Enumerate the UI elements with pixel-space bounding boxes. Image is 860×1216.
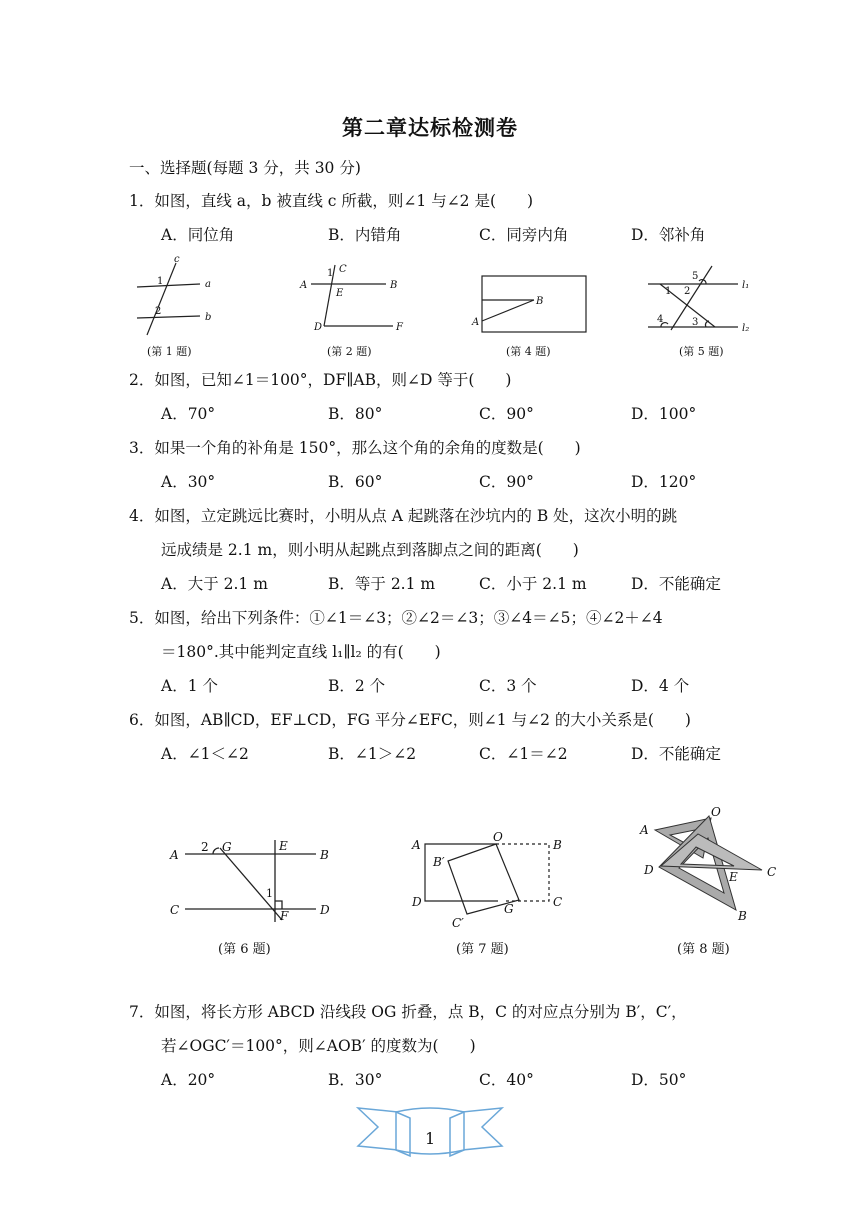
fig6-label-f: F <box>280 909 289 923</box>
fig8-label-o: O <box>711 805 721 819</box>
question-7-text-line2: 若∠OGC′＝100°，则∠AOB′ 的度数为( ) <box>161 1037 476 1055</box>
question-4-text-line1: 4．如图，立定跳远比赛时，小明从点 A 起跳落在沙坑内的 B 处，这次小明的跳 <box>129 507 678 525</box>
fig8-label-b: B <box>738 909 747 923</box>
fig6-label-a: A <box>170 848 179 862</box>
q5-option-c: C．3 个 <box>479 677 537 695</box>
fig2-label-c: C <box>339 264 347 275</box>
fig5-label-3: 3 <box>692 317 699 328</box>
q5-option-a: A．1 个 <box>161 677 218 695</box>
q1-option-d: D．邻补角 <box>631 226 706 244</box>
q7-option-c: C．40° <box>479 1071 534 1089</box>
q2-option-a: A．70° <box>161 405 216 423</box>
q6-option-b: B．∠1＞∠2 <box>328 745 417 763</box>
q3-option-c: C．90° <box>479 473 534 491</box>
fig6-label-g: G <box>222 840 232 854</box>
q7-option-b: B．30° <box>328 1071 383 1089</box>
q2-option-d: D．100° <box>631 405 697 423</box>
fig7-label-c: C <box>553 895 563 909</box>
fig4-label-a: A <box>472 317 480 328</box>
fig5-label-5: 5 <box>692 271 699 282</box>
caption-fig8: (第 8 题) <box>677 942 730 957</box>
fig6-label-b: B <box>320 848 329 862</box>
q6-option-c: C．∠1＝∠2 <box>479 745 568 763</box>
q4-option-d: D．不能确定 <box>631 575 721 593</box>
q7-option-d: D．50° <box>631 1071 687 1089</box>
caption-fig2: (第 2 题) <box>327 345 372 358</box>
q6-option-d: D．不能确定 <box>631 745 721 763</box>
fig6-label-c: C <box>170 903 180 917</box>
question-2-text: 2．如图，已知∠1＝100°，DF∥AB，则∠D 等于( ) <box>129 371 512 389</box>
q1-option-c: C．同旁内角 <box>479 226 569 244</box>
fig2-label-a: A <box>300 280 308 291</box>
fig6-label-d: D <box>320 903 330 917</box>
fig8-label-d: D <box>644 863 654 877</box>
q5-option-b: B．2 个 <box>328 677 386 695</box>
q4-option-b: B．等于 2.1 m <box>328 575 436 593</box>
fig5-label-l2: l₂ <box>742 323 750 334</box>
fig2-label-f: F <box>396 322 403 333</box>
fig6-label-e: E <box>279 839 288 853</box>
fig7-label-g: G <box>504 902 514 916</box>
fig7-label-a: A <box>412 838 421 852</box>
fig1-label-c: c <box>174 254 180 265</box>
fig4-label-b: B <box>536 296 544 307</box>
caption-fig5: (第 5 题) <box>679 345 724 358</box>
fig1-label-2: 2 <box>155 306 162 317</box>
fig2-label-b: B <box>390 280 398 291</box>
question-5-text-line1: 5．如图，给出下列条件：①∠1＝∠3；②∠2＝∠3；③∠4＝∠5；④∠2＋∠4 <box>129 609 663 627</box>
question-3-text: 3．如果一个角的补角是 150°，那么这个角的余角的度数是( ) <box>129 439 581 457</box>
q4-option-a: A．大于 2.1 m <box>161 575 268 593</box>
fig7-label-o: O <box>493 830 503 844</box>
question-7-text-line1: 7．如图，将长方形 ABCD 沿线段 OG 折叠，点 B，C 的对应点分别为 B′，C′， <box>129 1003 687 1021</box>
fig7-label-b: B <box>553 838 562 852</box>
q3-option-a: A．30° <box>161 473 216 491</box>
question-4-text-line2: 远成绩是 2.1 m，则小明从起跳点到落脚点之间的距离( ) <box>161 541 579 559</box>
fig1-label-b: b <box>205 312 212 323</box>
caption-fig7: (第 7 题) <box>456 942 509 957</box>
section-heading: 一、选择题(每题 3 分，共 30 分) <box>129 159 361 177</box>
fig7-label-d: D <box>412 895 422 909</box>
fig5-label-2: 2 <box>684 286 691 297</box>
fig5-label-1: 1 <box>665 286 672 297</box>
q6-option-a: A．∠1＜∠2 <box>161 745 249 763</box>
caption-fig1: (第 1 题) <box>147 345 192 358</box>
fig7-label-c-prime: C′ <box>452 916 464 930</box>
caption-fig6: (第 6 题) <box>218 942 271 957</box>
q2-option-c: C．90° <box>479 405 534 423</box>
q1-option-a: A．同位角 <box>161 226 235 244</box>
fig8-label-c: C <box>767 865 777 879</box>
q4-option-c: C．小于 2.1 m <box>479 575 587 593</box>
fig6-label-1: 1 <box>266 887 273 900</box>
question-6-text: 6．如图，AB∥CD，EF⊥CD，FG 平分∠EFC，则∠1 与∠2 的大小关系是( ) <box>129 711 691 729</box>
q1-option-b: B．内错角 <box>328 226 402 244</box>
page-number: 1 <box>425 1129 436 1148</box>
q3-option-b: B．60° <box>328 473 383 491</box>
q7-option-a: A．20° <box>161 1071 216 1089</box>
page-title: 第二章达标检测卷 <box>342 116 518 140</box>
fig7-label-b-prime: B′ <box>433 855 445 869</box>
fig2-label-d: D <box>314 322 323 333</box>
question-5-text-line2: ＝180°.其中能判定直线 l₁∥l₂ 的有( ) <box>161 643 441 661</box>
fig2-label-1: 1 <box>327 268 334 279</box>
question-1-text: 1．如图，直线 a，b 被直线 c 所截，则∠1 与∠2 是( ) <box>129 192 534 210</box>
fig6-label-2: 2 <box>201 840 209 854</box>
fig1-label-1: 1 <box>157 276 164 287</box>
fig2-label-e: E <box>336 288 344 299</box>
fig1-label-a: a <box>205 279 211 290</box>
fig8-label-e: E <box>729 870 738 884</box>
q5-option-d: D．4 个 <box>631 677 690 695</box>
fig8-label-a: A <box>640 823 649 837</box>
q3-option-d: D．120° <box>631 473 697 491</box>
caption-fig4: (第 4 题) <box>506 345 551 358</box>
fig5-label-4: 4 <box>657 314 664 325</box>
q2-option-b: B．80° <box>328 405 383 423</box>
fig5-label-l1: l₁ <box>742 280 750 291</box>
